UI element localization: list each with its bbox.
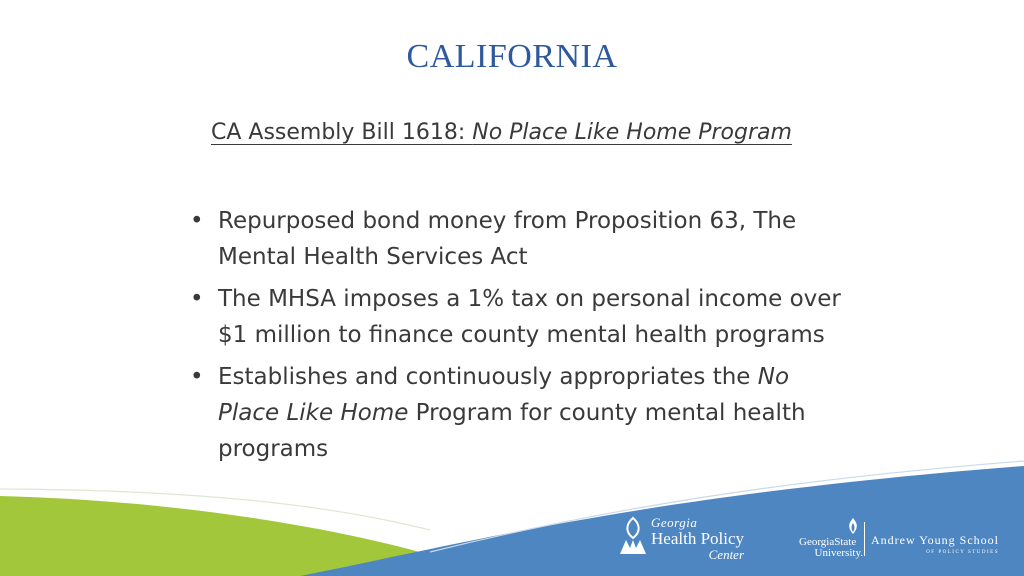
bullet-glyph: • [190, 286, 204, 312]
gsu-line2: University. [814, 547, 863, 559]
ghpc-line1: Georgia [651, 515, 698, 530]
ghpc-line3: Center [708, 547, 745, 562]
gsu-flame-icon [843, 517, 863, 535]
logo-divider [864, 522, 865, 556]
bullet-glyph: • [190, 208, 204, 234]
ghpc-logo-text [651, 516, 744, 561]
bullet-item [190, 281, 850, 353]
subtitle-emphasis: No Place Like Home Program [472, 120, 792, 145]
ghpc-logo-icon [617, 516, 649, 556]
subtitle-prefix: CA Assembly Bill 1618: [211, 120, 473, 145]
bullet-text-after: Program for county mental health programs [218, 400, 806, 462]
gsu-line1: GeorgiaState [799, 536, 857, 548]
bullet-list [190, 203, 850, 473]
gsu-logo-text [799, 537, 863, 559]
bullet-text-before: Establishes and continuously appropriates the [218, 364, 758, 390]
bullet-text: The MHSA imposes a 1% tax on personal income over $1 million to finance county mental health programs [218, 286, 841, 348]
ays-logo [871, 533, 999, 555]
bullet-item [190, 203, 850, 275]
ghpc-line2: Health Policy [651, 529, 745, 548]
slide-subtitle [211, 120, 792, 145]
bullet-glyph: • [190, 364, 204, 390]
bullet-text: Repurposed bond money from Proposition 63, The Mental Health Services Act [218, 208, 797, 270]
ays-line2: OF POLICY STUDIES [926, 550, 1000, 555]
slide-title: CALIFORNIA [406, 38, 618, 75]
bullet-text-emphasis: No Place Like Home [218, 364, 790, 426]
bullet-item [190, 359, 850, 467]
ays-line1: Andrew Young School [871, 533, 1000, 547]
